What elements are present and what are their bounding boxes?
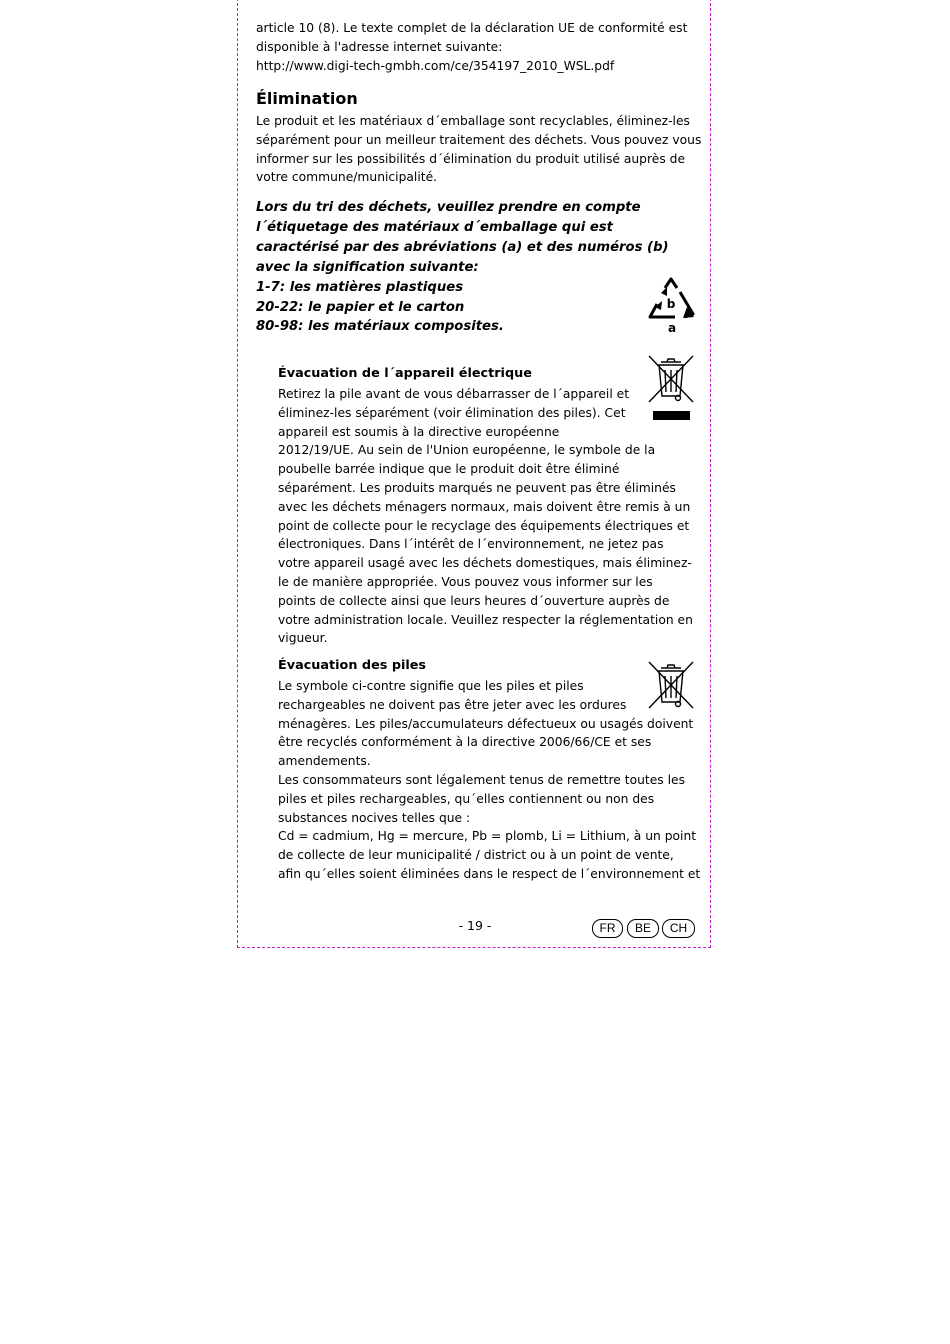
text-line: point de collecte pour le recyclage des équipements électriques et [278, 518, 690, 533]
elimination-heading: Élimination [256, 89, 358, 108]
text-line: vigueur. [278, 631, 328, 646]
crossed-out-battery-bin-icon [647, 660, 695, 710]
emphasis-line: l´étiquetage des matériaux d´emballage qui est [256, 219, 613, 235]
text-line: poubelle barrée indique que le produit doit être éliminé [278, 462, 620, 477]
country-badge-be: BE [627, 919, 659, 938]
text-line: votre administration locale. Veuillez respecter la réglementation en [278, 612, 693, 627]
text-line: ménagères. Les piles/accumulateurs défectueux ou usagés doivent [278, 716, 694, 731]
text-line: Le produit et les matériaux d´emballage sont recyclables, éliminez-les [256, 114, 690, 128]
text-line: Le symbole ci-contre signifie que les piles et piles [278, 679, 584, 693]
country-badge-ch: CH [662, 919, 695, 938]
text-line: le de manière appropriée. Vous pouvez vous informer sur les [278, 574, 653, 589]
text-line: afin qu´elles soient éliminées dans le respect de l´environnement et [278, 866, 701, 881]
intro-paragraph [256, 19, 696, 75]
text-line: piles et piles rechargeables, qu´elles contiennent ou non des [278, 791, 655, 806]
text-line: appareil est soumis à la directive européenne [278, 424, 560, 439]
text-line: votre commune/municipalité. [256, 170, 438, 185]
emphasis-line: 20-22: le papier et le carton [256, 299, 465, 315]
elimination-paragraph [256, 112, 702, 187]
sorting-emphasis-block [256, 198, 676, 337]
evacuation-appareil-heading: Évacuation de l´appareil électrique [278, 366, 532, 381]
evacuation-appareil-paragraph [278, 385, 692, 648]
text-line: amendements. [278, 754, 371, 769]
evacuation-piles-heading: Évacuation des piles [278, 658, 427, 673]
text-line: points de collecte ainsi que leurs heures d´ouverture auprès de [278, 593, 670, 608]
text-line: séparément pour un meilleur traitement des déchets. Vous pouvez vous [256, 132, 702, 147]
crossed-out-wheelie-bin-icon [647, 354, 695, 424]
text-line: article 10 (8). Le texte complet de la déclaration UE de conformité est [256, 21, 688, 35]
recycling-symbol-icon [645, 276, 697, 338]
text-line: votre appareil usagé avec les déchets domestiques, mais éliminez- [278, 556, 692, 571]
page-number: - 19 - [458, 918, 492, 933]
text-line: Cd = cadmium, Hg = mercure, Pb = plomb, Li = Lithium, à un point [278, 829, 697, 844]
emphasis-line: 1-7: les matières plastiques [256, 279, 464, 295]
text-line: éliminez-les séparément (voir élimination des piles). Cet [278, 405, 626, 420]
evacuation-piles-paragraph [278, 677, 701, 884]
text-line: rechargeables ne doivent pas être jeter avec les ordures [278, 697, 627, 712]
emphasis-line: Lors du tri des déchets, veuillez prendre en compte [256, 200, 641, 215]
country-badge-fr: FR [592, 919, 623, 938]
text-line: Les consommateurs sont légalement tenus de remettre toutes les [278, 772, 685, 787]
text-line: être recyclés conformément à la directive 2006/66/CE et ses [278, 735, 652, 750]
text-line: avec les déchets ménagers normaux, mais doivent être remis à un [278, 499, 691, 514]
recycle-letter-b: b [666, 297, 676, 311]
text-line: 2012/19/UE. Au sein de l'Union européenne, le symbole de la [278, 443, 656, 458]
text-line: disponible à l'adresse internet suivante: [256, 39, 503, 54]
text-line: séparément. Les produits marqués ne peuvent pas être éliminés [278, 480, 676, 495]
text-line: de collecte de leur municipalité / district ou à un point de vente, [278, 848, 674, 863]
recycle-letter-a: a [667, 321, 677, 335]
bin-underline-bar [653, 411, 690, 420]
text-line: substances nocives telles que : [278, 810, 471, 825]
text-line: informer sur les possibilités d´élimination du produit utilisé auprès de [256, 151, 686, 166]
url-text: http://www.digi-tech-gmbh.com/ce/354197_2010_WSL.pdf [256, 58, 615, 73]
emphasis-line: avec la signification suivante: [256, 259, 479, 275]
emphasis-line: 80-98: les matériaux composites. [256, 319, 504, 335]
emphasis-line: caractérisé par des abréviations (a) et des numéros (b) [256, 239, 669, 255]
text-line: électroniques. Dans l´intérêt de l´environnement, ne jetez pas [278, 537, 664, 552]
text-line: Retirez la pile avant de vous débarrasser de l´appareil et [278, 387, 630, 401]
